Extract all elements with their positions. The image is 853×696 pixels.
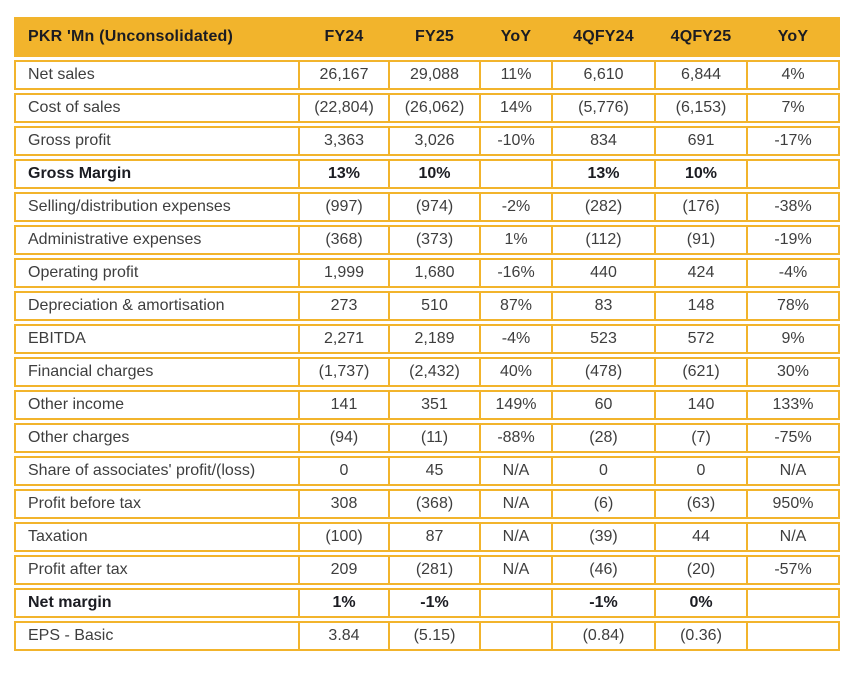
cell-value: (26,062) <box>388 93 479 123</box>
cell-value: -1% <box>551 588 654 618</box>
cell-value: (0.36) <box>654 621 746 651</box>
cell-value: (46) <box>551 555 654 585</box>
cell-value: 148 <box>654 291 746 321</box>
cell-value: (281) <box>388 555 479 585</box>
cell-value: (5,776) <box>551 93 654 123</box>
cell-value: (7) <box>654 423 746 453</box>
cell-value: (5.15) <box>388 621 479 651</box>
cell-value: (63) <box>654 489 746 519</box>
table-row <box>14 621 840 651</box>
cell-value <box>746 588 840 618</box>
cell-value: 572 <box>654 324 746 354</box>
cell-value: 13% <box>298 159 388 189</box>
row-label: Administrative expenses <box>14 225 298 255</box>
cell-value: (22,804) <box>298 93 388 123</box>
table-row <box>14 555 840 585</box>
table-body <box>14 60 840 651</box>
table-row <box>14 390 840 420</box>
cell-value: (94) <box>298 423 388 453</box>
column-header-fy25: FY25 <box>388 17 479 57</box>
cell-value: 44 <box>654 522 746 552</box>
cell-value: 950% <box>746 489 840 519</box>
cell-value: (478) <box>551 357 654 387</box>
cell-value: 149% <box>479 390 551 420</box>
row-label: Operating profit <box>14 258 298 288</box>
cell-value: -10% <box>479 126 551 156</box>
cell-value: 14% <box>479 93 551 123</box>
cell-value: 7% <box>746 93 840 123</box>
cell-value: 45 <box>388 456 479 486</box>
row-label: Profit before tax <box>14 489 298 519</box>
cell-value: (176) <box>654 192 746 222</box>
cell-value: N/A <box>479 522 551 552</box>
cell-value: -2% <box>479 192 551 222</box>
cell-value: (6) <box>551 489 654 519</box>
row-label: Financial charges <box>14 357 298 387</box>
cell-value: -17% <box>746 126 840 156</box>
cell-value: 1% <box>479 225 551 255</box>
cell-value: 2,271 <box>298 324 388 354</box>
cell-value: (621) <box>654 357 746 387</box>
row-label: Profit after tax <box>14 555 298 585</box>
row-label: EBITDA <box>14 324 298 354</box>
financials-table <box>14 14 840 654</box>
row-label: Gross Margin <box>14 159 298 189</box>
table-row <box>14 456 840 486</box>
cell-value: 691 <box>654 126 746 156</box>
cell-value: 424 <box>654 258 746 288</box>
table-row <box>14 126 840 156</box>
table-row <box>14 423 840 453</box>
cell-value: (100) <box>298 522 388 552</box>
cell-value: (997) <box>298 192 388 222</box>
cell-value: 9% <box>746 324 840 354</box>
cell-value: (112) <box>551 225 654 255</box>
cell-value: -16% <box>479 258 551 288</box>
table-row <box>14 258 840 288</box>
cell-value: 1,999 <box>298 258 388 288</box>
column-header-4qfy24: 4QFY24 <box>551 17 654 57</box>
table-row <box>14 522 840 552</box>
table-row <box>14 93 840 123</box>
row-label: Cost of sales <box>14 93 298 123</box>
cell-value: 30% <box>746 357 840 387</box>
cell-value: 308 <box>298 489 388 519</box>
table-row <box>14 291 840 321</box>
cell-value: (1,737) <box>298 357 388 387</box>
cell-value: 834 <box>551 126 654 156</box>
cell-value: 209 <box>298 555 388 585</box>
cell-value: 273 <box>298 291 388 321</box>
table-row <box>14 357 840 387</box>
cell-value: 11% <box>479 60 551 90</box>
cell-value: -57% <box>746 555 840 585</box>
cell-value: (368) <box>298 225 388 255</box>
row-label: EPS - Basic <box>14 621 298 651</box>
table-row <box>14 324 840 354</box>
cell-value: (974) <box>388 192 479 222</box>
cell-value: N/A <box>746 522 840 552</box>
cell-value: 10% <box>654 159 746 189</box>
cell-value: 4% <box>746 60 840 90</box>
cell-value: N/A <box>479 456 551 486</box>
cell-value: (2,432) <box>388 357 479 387</box>
cell-value: (6,153) <box>654 93 746 123</box>
cell-value: (20) <box>654 555 746 585</box>
cell-value: 0 <box>298 456 388 486</box>
table-row <box>14 192 840 222</box>
table-row <box>14 225 840 255</box>
column-header-metric: PKR 'Mn (Unconsolidated) <box>14 17 298 57</box>
row-label: Taxation <box>14 522 298 552</box>
cell-value: -38% <box>746 192 840 222</box>
cell-value: 26,167 <box>298 60 388 90</box>
header-row <box>14 17 840 57</box>
cell-value: -88% <box>479 423 551 453</box>
column-header-4qfy25: 4QFY25 <box>654 17 746 57</box>
cell-value: 3,363 <box>298 126 388 156</box>
cell-value: N/A <box>746 456 840 486</box>
cell-value: 133% <box>746 390 840 420</box>
row-label: Net sales <box>14 60 298 90</box>
cell-value: 83 <box>551 291 654 321</box>
cell-value: 29,088 <box>388 60 479 90</box>
cell-value: 523 <box>551 324 654 354</box>
table-row <box>14 60 840 90</box>
cell-value: 87% <box>479 291 551 321</box>
table-row <box>14 489 840 519</box>
cell-value: 440 <box>551 258 654 288</box>
cell-value <box>479 588 551 618</box>
cell-value: 60 <box>551 390 654 420</box>
row-label: Gross profit <box>14 126 298 156</box>
cell-value: 6,610 <box>551 60 654 90</box>
cell-value <box>479 621 551 651</box>
cell-value: -1% <box>388 588 479 618</box>
cell-value: N/A <box>479 555 551 585</box>
column-header-yoy: YoY <box>479 17 551 57</box>
row-label: Other income <box>14 390 298 420</box>
cell-value: 3,026 <box>388 126 479 156</box>
cell-value: 6,844 <box>654 60 746 90</box>
cell-value: -75% <box>746 423 840 453</box>
row-label: Selling/distribution expenses <box>14 192 298 222</box>
cell-value: (28) <box>551 423 654 453</box>
cell-value: -4% <box>746 258 840 288</box>
cell-value: 1,680 <box>388 258 479 288</box>
table-row <box>14 588 840 618</box>
cell-value <box>479 159 551 189</box>
column-header-yoy-q: YoY <box>746 17 840 57</box>
cell-value: 87 <box>388 522 479 552</box>
cell-value: (373) <box>388 225 479 255</box>
cell-value: 40% <box>479 357 551 387</box>
row-label: Net margin <box>14 588 298 618</box>
cell-value: (282) <box>551 192 654 222</box>
cell-value: 13% <box>551 159 654 189</box>
cell-value: (0.84) <box>551 621 654 651</box>
cell-value: 0 <box>654 456 746 486</box>
cell-value <box>746 159 840 189</box>
row-label: Depreciation & amortisation <box>14 291 298 321</box>
cell-value: (11) <box>388 423 479 453</box>
column-header-fy24: FY24 <box>298 17 388 57</box>
cell-value: 2,189 <box>388 324 479 354</box>
cell-value: (39) <box>551 522 654 552</box>
cell-value: N/A <box>479 489 551 519</box>
row-label: Share of associates' profit/(loss) <box>14 456 298 486</box>
cell-value: 78% <box>746 291 840 321</box>
cell-value: 510 <box>388 291 479 321</box>
cell-value: 351 <box>388 390 479 420</box>
cell-value: (91) <box>654 225 746 255</box>
cell-value <box>746 621 840 651</box>
cell-value: (368) <box>388 489 479 519</box>
row-label: Other charges <box>14 423 298 453</box>
cell-value: 10% <box>388 159 479 189</box>
cell-value: 3.84 <box>298 621 388 651</box>
cell-value: 0 <box>551 456 654 486</box>
cell-value: 140 <box>654 390 746 420</box>
cell-value: 0% <box>654 588 746 618</box>
cell-value: 141 <box>298 390 388 420</box>
cell-value: 1% <box>298 588 388 618</box>
cell-value: -4% <box>479 324 551 354</box>
cell-value: -19% <box>746 225 840 255</box>
table-row <box>14 159 840 189</box>
